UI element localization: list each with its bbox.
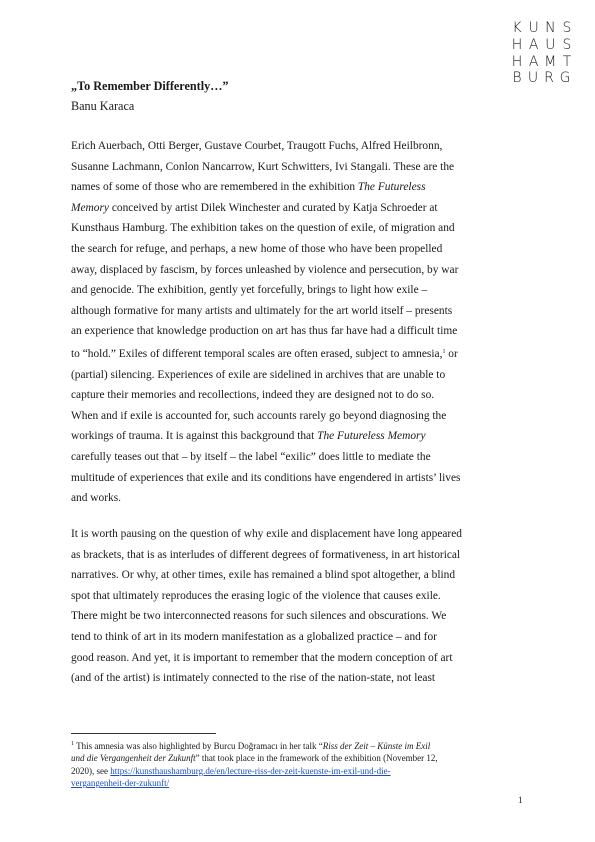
logo-letter: S	[562, 20, 572, 36]
logo-letter: S	[562, 37, 572, 53]
text-line: There might be two interconnected reasons for such silences and obscurations. We	[71, 610, 447, 623]
text-run: or	[445, 347, 458, 360]
footnote-line	[71, 738, 531, 752]
text-line: spot that ultimately reproduces the erasing logic of the violence that causes exile.	[71, 589, 441, 602]
page-number: 1	[518, 795, 523, 805]
logo-letter: U	[528, 20, 539, 36]
talk-title-italic: und die Vergangenheit der Zukunft	[71, 753, 196, 764]
logo-letter: U	[545, 37, 556, 53]
logo-letter: R	[544, 70, 554, 86]
text-line: good reason. And yet, it is important to remember that the modern conception of art	[71, 651, 453, 664]
text-line: (partial) silencing. Experiences of exile are sidelined in archives that are unable to	[71, 368, 446, 381]
text-run: names of some of those who are remembered in the exhibition	[71, 181, 358, 194]
text-line: multitude of experiences that exile and its conditions have engendered in artists’ lives	[71, 471, 461, 484]
logo-letter: K	[512, 20, 522, 36]
footnote-line	[71, 765, 531, 777]
footnote-link[interactable]: https://kunsthaushamburg.de/en/lecture-riss-der-zeit-kuenste-im-exil-und-die-	[110, 765, 391, 776]
article-author: Banu Karaca	[71, 99, 135, 113]
kunsthaus-logo	[509, 20, 575, 86]
paragraph-1	[71, 136, 526, 509]
text-line: Kunsthaus Hamburg. The exhibition takes on the question of exile, of migration and	[71, 222, 455, 235]
logo-letter: H	[511, 37, 523, 53]
footnote-line	[71, 777, 531, 789]
exhibition-title-italic: The Futureless Memory	[317, 430, 426, 443]
text-line: and works.	[71, 492, 121, 505]
text-line: Erich Auerbach, Otti Berger, Gustave Courbet, Traugott Fuchs, Alfred Heilbronn,	[71, 140, 443, 152]
logo-letter: U	[527, 70, 539, 86]
paragraph-2	[71, 524, 526, 689]
text-line: the search for refuge, and perhaps, a new home of those who have been propelled	[71, 242, 443, 255]
text-line: carefully teases out that – by itself – the label “exilic” does little to mediate the	[71, 450, 431, 463]
text-run: This amnesia was also highlighted by Burcu Doğramacı in her talk “	[74, 741, 323, 751]
text-line: capture their memories and recollections, indeed they are designed not to do so.	[71, 389, 435, 402]
footnote-separator	[71, 733, 216, 734]
text-run: workings of trauma. It is against this background that	[71, 430, 318, 443]
text-line: an experience that knowledge production on art has thus far have had a difficult time	[71, 325, 458, 338]
text-line: tend to think of art in its modern manifestation as a globalized practice – and for	[71, 630, 437, 643]
logo-row-1	[509, 21, 575, 35]
footnote-line	[71, 752, 531, 764]
text-line: It is worth pausing on the question of why exile and displacement have long appeared	[71, 528, 462, 540]
text-run: 2020), see	[71, 765, 111, 776]
footnote	[71, 738, 531, 790]
logo-row-4	[509, 71, 575, 85]
logo-letter: A	[528, 37, 539, 53]
logo-letter: N	[545, 20, 556, 36]
text-line: although formative for many artists and ultimately for the art world itself – presents	[71, 304, 453, 317]
text-line	[71, 342, 526, 365]
text-line	[71, 426, 526, 447]
text-line: as brackets, that is as interludes of different degrees of formativeness, in art historical	[71, 548, 461, 561]
logo-letter: T	[562, 54, 572, 70]
talk-title-italic: Riss der Zeit – Künste im Exil	[322, 741, 431, 751]
text-line: When and if exile is accounted for, such accounts rarely go beyond diagnosing the	[71, 409, 447, 422]
exhibition-title-italic: Memory	[71, 201, 109, 214]
text-line	[71, 198, 526, 219]
logo-letter: B	[512, 70, 522, 86]
footnote-number: 1	[71, 741, 74, 747]
logo-letter: M	[544, 54, 557, 70]
logo-letter: A	[528, 54, 539, 70]
text-line: and genocide. The exhibition, gently yet forcefully, brings to light how exile –	[71, 284, 428, 297]
text-line: narratives. Or why, at other times, exile has remained a blind spot altogether, a blind	[71, 569, 456, 582]
logo-row-3	[509, 55, 575, 69]
logo-letter: G	[559, 70, 571, 86]
logo-row-2	[509, 38, 575, 52]
footnote-link-continued[interactable]: vergangenheit-der-zukunft/	[71, 778, 170, 789]
article-title: „To Remember Differently…”	[71, 79, 229, 93]
text-line	[71, 177, 526, 198]
exhibition-title-italic: The Futureless	[357, 181, 426, 194]
text-line: (and of the artist) is intimately connected to the rise of the nation-state, not least	[71, 672, 436, 685]
text-run: ” that took place in the framework of the exhibition (November 12,	[195, 753, 438, 764]
footnote-marker[interactable]: 1	[442, 348, 446, 355]
text-run: to “hold.” Exiles of different temporal scales are often erased, subject to amnesia,	[71, 347, 443, 360]
logo-letter: H	[511, 54, 523, 70]
text-line: away, displaced by fascism, by forces unleashed by violence and persecution, by war	[71, 263, 459, 276]
text-run: conceived by artist Dilek Winchester and curated by Katja Schroeder at	[108, 201, 438, 214]
text-line: Susanne Lachmann, Conlon Nancarrow, Kurt Schwitters, Ivi Stangali. These are the	[71, 160, 455, 173]
